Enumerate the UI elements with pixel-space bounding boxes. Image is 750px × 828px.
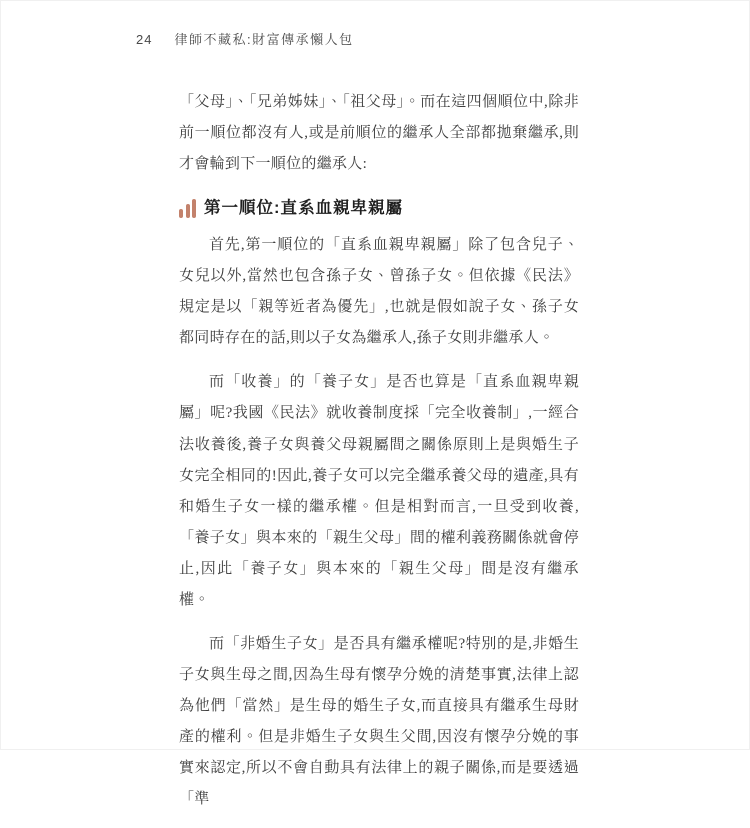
page-body (179, 87, 579, 828)
body-paragraph: 而「非婚生子女」是否具有繼承權呢?特別的是,非婚生子女與生母之間,因為生母有懷孕分娩的清楚事實,法律上認為他們「當然」是生母的婚生子女,而直接具有繼承生母財產的權利。但是非婚生子女與生父間,因沒有懷孕分娩的事實來認定,所以不會自動具有法律上的親子關係,而是要透過「準 (179, 635, 579, 808)
running-header (136, 29, 354, 48)
page-number: 24 (136, 32, 153, 47)
book-title: 律師不藏私:財富傳承懶人包 (174, 32, 354, 47)
section-heading-text: 第一順位:直系血親卑親屬 (204, 199, 403, 218)
body-paragraph: 首先,第一順位的「直系血親卑親屬」除了包含兒子、女兒以外,當然也包含孫子女、曾孫子女。但依據《民法》規定是以「親等近者為優先」,也就是假如說子女、孫子女都同時存在的話,則以子女為繼承人,孫子女則非繼承人。 (179, 237, 579, 347)
intro-paragraph: 「父母」、「兄弟姊妹」、「祖父母」。而在這四個順位中,除非前一順位都沒有人,或是前順位的繼承人全部都拋棄繼承,則才會輪到下一順位的繼承人: (179, 94, 579, 173)
body-paragraph: 而「收養」的「養子女」是否也算是「直系血親卑親屬」呢?我國《民法》就收養制度採「完全收養制」,一經合法收養後,養子女與養父母親屬間之關係原則上是與婚生子女完全相同的!因此,養子女可以完全繼承養父母的遺產,具有和婚生子女一樣的繼承權。但是相對而言,一旦受到收養,「養子女」與本來的「親生父母」間的權利義務關係就會停止,因此「養子女」與本來的「親生父母」間是沒有繼承權。 (179, 374, 579, 608)
ascending-bars-icon (179, 199, 196, 218)
section-heading (179, 197, 579, 220)
